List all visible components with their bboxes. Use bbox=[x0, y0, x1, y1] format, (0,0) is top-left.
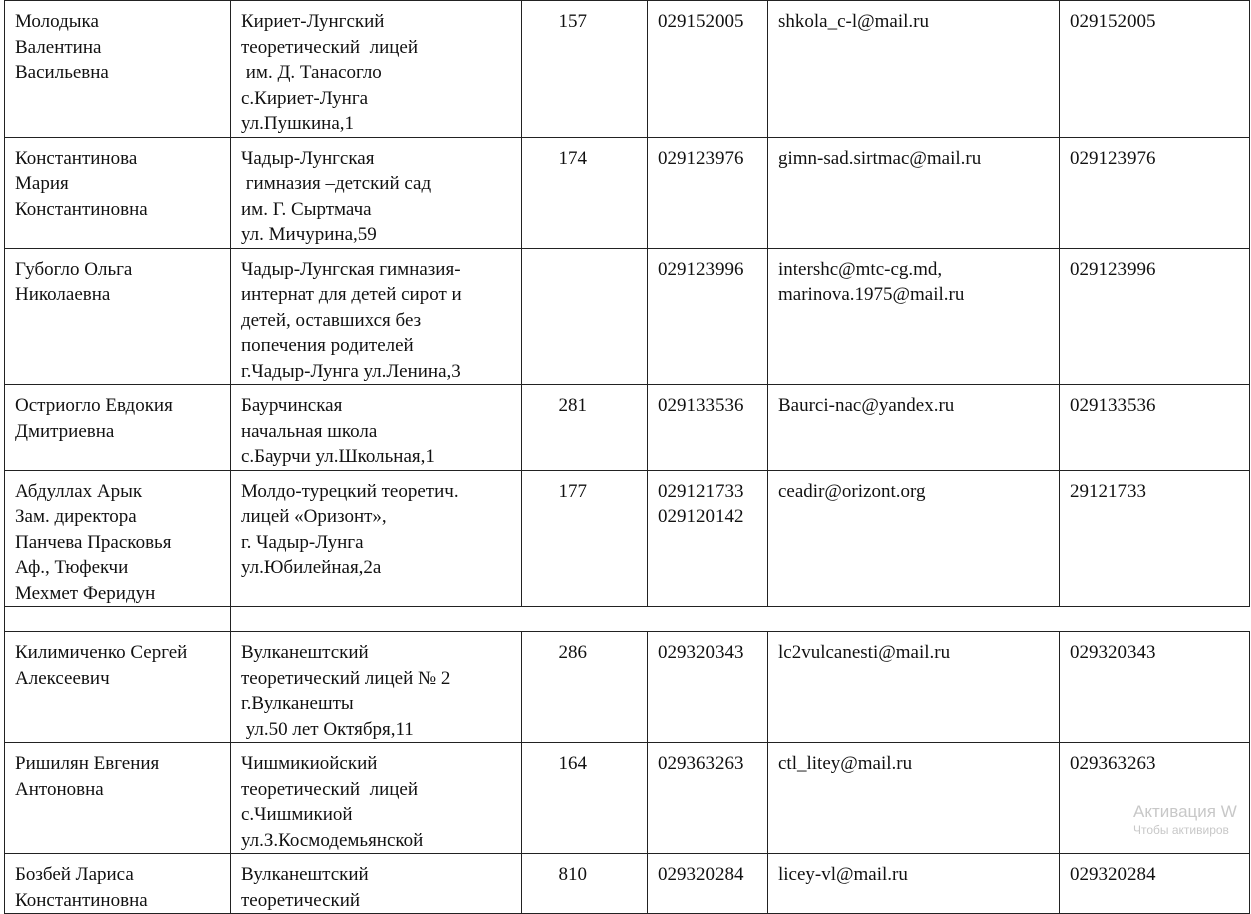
phone-cell: 029152005 bbox=[648, 1, 768, 138]
name-cell: Молодыка Валентина Васильевна bbox=[5, 1, 231, 138]
phone-cell: 029363263 bbox=[648, 743, 768, 854]
email-cell: ctl_litey@mail.ru bbox=[768, 743, 1060, 854]
institution-cell: Чадыр-Лунгская гимназия- интернат для детей сирот и детей, оставшихся без попечения родителей г.Чадыр-Лунга ул.Ленина,3 bbox=[231, 248, 522, 385]
name-cell: Губогло Ольга Николаевна bbox=[5, 248, 231, 385]
institution-cell: Вулканештский теоретический лицей № 2 г.Вулканешты ул.50 лет Октября,11 bbox=[231, 632, 522, 743]
table-row bbox=[5, 632, 1250, 743]
table-gap-row bbox=[5, 607, 1250, 632]
phone-cell: 029123996 bbox=[648, 248, 768, 385]
phone2-cell: 029123996 bbox=[1060, 248, 1250, 385]
count-cell: 281 bbox=[522, 385, 648, 471]
name-cell: Константинова Мария Константиновна bbox=[5, 137, 231, 248]
count-cell: 286 bbox=[522, 632, 648, 743]
table-row bbox=[5, 854, 1250, 914]
phone2-cell: 29121733 bbox=[1060, 470, 1250, 607]
name-cell: Остриогло Евдокия Дмитриевна bbox=[5, 385, 231, 471]
institution-cell: Кириет-Лунгский теоретический лицей им. Д. Танасогло с.Кириет-Лунга ул.Пушкина,1 bbox=[231, 1, 522, 138]
phone-cell: 029123976 bbox=[648, 137, 768, 248]
phone-cell: 029121733 029120142 bbox=[648, 470, 768, 607]
phone2-cell: 029363263 bbox=[1060, 743, 1250, 854]
phone2-cell: 029320284 bbox=[1060, 854, 1250, 914]
table-row bbox=[5, 385, 1250, 471]
count-cell: 810 bbox=[522, 854, 648, 914]
phone-cell: 029133536 bbox=[648, 385, 768, 471]
watermark-line-2: Чтобы активиров bbox=[1133, 823, 1229, 837]
table-row bbox=[5, 470, 1250, 607]
count-cell: 157 bbox=[522, 1, 648, 138]
institution-cell: Баурчинская начальная школа с.Баурчи ул.Школьная,1 bbox=[231, 385, 522, 471]
institution-cell: Молдо-турецкий теоретич. лицей «Оризонт», г. Чадыр-Лунга ул.Юбилейная,2а bbox=[231, 470, 522, 607]
contacts-table bbox=[4, 0, 1250, 914]
email-cell: licey-vl@mail.ru bbox=[768, 854, 1060, 914]
email-cell: intershc@mtc-cg.md, marinova.1975@mail.ru bbox=[768, 248, 1060, 385]
email-cell: lc2vulcanesti@mail.ru bbox=[768, 632, 1060, 743]
email-cell: shkola_c-l@mail.ru bbox=[768, 1, 1060, 138]
gap-cell bbox=[5, 607, 231, 632]
phone2-cell: 029133536 bbox=[1060, 385, 1250, 471]
table-row bbox=[5, 248, 1250, 385]
count-cell: 177 bbox=[522, 470, 648, 607]
count-cell: 174 bbox=[522, 137, 648, 248]
phone2-cell: 029320343 bbox=[1060, 632, 1250, 743]
email-cell: Baurci-nac@yandex.ru bbox=[768, 385, 1060, 471]
watermark-line-1: Активация W bbox=[1133, 802, 1237, 821]
phone2-cell: 029152005 bbox=[1060, 1, 1250, 138]
table-row bbox=[5, 1, 1250, 138]
table-row bbox=[5, 137, 1250, 248]
institution-cell: Чишмикиойский теоретический лицей с.Чишмикиой ул.З.Космодемьянской bbox=[231, 743, 522, 854]
name-cell: Килимиченко Сергей Алексеевич bbox=[5, 632, 231, 743]
email-cell: ceadir@orizont.org bbox=[768, 470, 1060, 607]
gap-filler bbox=[231, 607, 1250, 632]
institution-cell: Чадыр-Лунгская гимназия –детский сад им. Г. Сыртмача ул. Мичурина,59 bbox=[231, 137, 522, 248]
name-cell: Ришилян Евгения Антоновна bbox=[5, 743, 231, 854]
phone2-cell: 029123976 bbox=[1060, 137, 1250, 248]
phone-cell: 029320343 bbox=[648, 632, 768, 743]
count-cell: 164 bbox=[522, 743, 648, 854]
table-row bbox=[5, 743, 1250, 854]
name-cell: Абдуллах Арык Зам. директора Панчева Прасковья Аф., Тюфекчи Мехмет Феридун bbox=[5, 470, 231, 607]
institution-cell: Вулканештский теоретический bbox=[231, 854, 522, 914]
count-cell bbox=[522, 248, 648, 385]
phone-cell: 029320284 bbox=[648, 854, 768, 914]
name-cell: Бозбей Лариса Константиновна bbox=[5, 854, 231, 914]
email-cell: gimn-sad.sirtmac@mail.ru bbox=[768, 137, 1060, 248]
